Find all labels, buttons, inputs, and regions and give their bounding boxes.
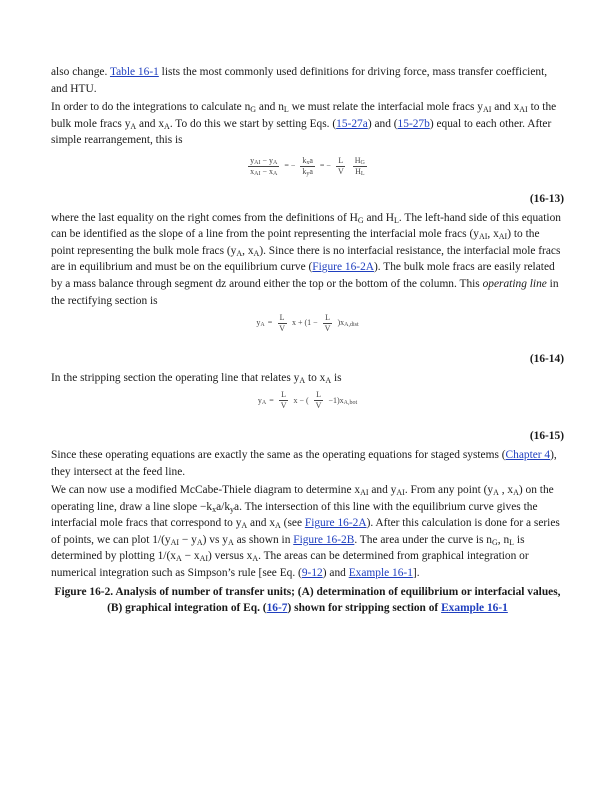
equation-16-14: $y_A$ = $\frac{L}{V}$ x + (1 − $\frac{L}{V}$ )$x_{A,dist}$ bbox=[256, 313, 359, 334]
fraction-slope: $\frac{y_{AI} - y_A}{x_{AI} - x_A}$ bbox=[250, 155, 278, 177]
text: ). Since there is no interfacial resistance, the interfacial mole fracs are in equilibrium and must be on the equilibrium curve ( bbox=[51, 244, 561, 274]
link-figure-16-2b[interactable]: Figure 16-2B bbox=[293, 533, 355, 546]
text: . The left-hand side of this equation can be identified as the slope of a line from the point representing the interfacial mole fracs (y bbox=[51, 211, 561, 241]
subscript: AI bbox=[482, 105, 492, 115]
fraction-l-over-v: $\frac{L}{V}$ bbox=[337, 155, 344, 176]
document-page bbox=[51, 64, 564, 616]
subscript: A bbox=[164, 121, 170, 131]
link-eq-16-7[interactable]: 16-7 bbox=[266, 601, 288, 614]
link-example-16-1[interactable]: Example 16-1 bbox=[441, 601, 508, 614]
text: and x bbox=[491, 101, 520, 114]
figure-caption bbox=[51, 584, 564, 616]
subscript: G bbox=[357, 215, 364, 225]
subscript: AI bbox=[498, 232, 508, 242]
equation-16-15: $y_A$ = $\frac{L}{V}$ x − ( $\frac{L}{V}$ $-1)x_{A,bot}$ bbox=[257, 390, 358, 411]
text: we must relate the interfacial mole fracs y bbox=[288, 101, 483, 114]
text: , x bbox=[242, 244, 254, 257]
text: and H bbox=[363, 211, 394, 224]
text: is bbox=[331, 371, 342, 384]
text: ). The bulk mole fracs are easily related by a mass balance through segment dz around either the top or the bottom of the column. This bbox=[51, 261, 555, 290]
text: lists the most commonly used definitions for driving force, mass transfer coefficient, and HTU. bbox=[51, 66, 548, 95]
equation-16-13 bbox=[51, 153, 564, 189]
text: , x bbox=[487, 228, 499, 241]
subscript: AI bbox=[519, 105, 528, 115]
link-table-16-1[interactable]: Table 16-1 bbox=[109, 66, 159, 78]
subscript: AI bbox=[478, 232, 488, 242]
subscript: G bbox=[250, 105, 257, 115]
text: in the rectifying section is bbox=[51, 277, 559, 307]
link-figure-16-2a[interactable]: Figure 16-2A bbox=[312, 261, 374, 274]
subscript: L bbox=[283, 105, 289, 115]
link-eq-9-12[interactable]: 9-12 bbox=[301, 567, 323, 580]
caption-text: Figure 16-2. Analysis of number of transfer units; (A) determination of equilibrium or interfacial values, (B) graphical integration of Eq. ( bbox=[54, 585, 561, 614]
text: and x bbox=[136, 117, 165, 130]
text: to the bulk mole fracs y bbox=[51, 101, 557, 130]
equation-number-16-15: (16-15) bbox=[529, 430, 564, 443]
subscript: L bbox=[394, 215, 399, 225]
subscript: A bbox=[325, 375, 332, 385]
fraction-k-ratio: $\frac{k_xa}{k_ya}$ bbox=[302, 155, 313, 177]
text: and n bbox=[256, 101, 284, 114]
paragraph-intro bbox=[51, 64, 564, 97]
equals-sign: = − bbox=[319, 161, 331, 171]
link-eq-15-27a[interactable]: 15-27a bbox=[336, 117, 368, 130]
link-eq-15-27b[interactable]: 15-27b bbox=[397, 117, 430, 130]
subscript: A bbox=[299, 375, 306, 385]
equals-sign: = − bbox=[284, 161, 296, 171]
caption-text: ) shown for stripping section of bbox=[287, 601, 442, 614]
equation-number-16-14: (16-14) bbox=[529, 353, 564, 366]
paragraph-integration bbox=[51, 99, 564, 149]
text: ) and ( bbox=[367, 117, 398, 130]
text: Since these operating equations are exactly the same as the operating equations for staged systems ( bbox=[51, 448, 506, 461]
text: where the last equality on the right comes from the definitions of H bbox=[51, 211, 358, 224]
link-figure-16-2a[interactable]: Figure 16-2A bbox=[304, 517, 367, 530]
paragraph-feed-line bbox=[51, 447, 564, 480]
text: ) equal to each other. After simple rearrangement, this is bbox=[51, 117, 552, 147]
text: In the stripping section the operating line that relates y bbox=[51, 371, 300, 384]
equation-number-16-13: (16-13) bbox=[529, 192, 564, 205]
link-chapter-4[interactable]: Chapter 4 bbox=[505, 448, 551, 461]
emphasis-operating-line: operating line bbox=[482, 277, 547, 290]
link-example-16-1[interactable]: Example 16-1 bbox=[348, 567, 413, 580]
text: . To do this we start by setting Eqs. ( bbox=[169, 117, 337, 130]
text: also change. bbox=[51, 66, 110, 78]
paragraph-mccabe-thiele: We can now use a modified McCabe-Thiele diagram to determine $x_{AI}$ and $y_{AI}$. From any point ($y_A$ , $x_A$) on the operating line, draw a line slope $-k_xa/k_ya$. The intersection of this line with the equilibrium curve gives the interfacial mole fracs that correspond to $y_A$ and $x_A$ (see Figure 16-2A). After this calculation is done for a series of points, we can plot $1/(y_{AI} - y_A)$ vs $y_A$ as shown in Figure 16-2B. The area under the curve is $n_G$, $n_L$ is determined by plotting $1/(x_A - x_{AI})$ versus $x_A$. The areas can be determined from graphical integration or numerical integration such as Simpson’s rule [see Eq. (9-12) and Example 16-1]. bbox=[51, 484, 560, 580]
subscript: A bbox=[130, 121, 137, 131]
text: ), they intersect at the feed line. bbox=[51, 448, 557, 478]
paragraph-stripping bbox=[51, 370, 564, 387]
subscript: A bbox=[236, 248, 243, 258]
fraction-htu-ratio: $\frac{H_G}{H_L}$ bbox=[354, 155, 365, 177]
text: In order to do the integrations to calculate n bbox=[51, 101, 251, 114]
text: to x bbox=[305, 371, 326, 384]
subscript: A bbox=[253, 248, 260, 258]
text: ) to the point representing the bulk mole fracs (y bbox=[51, 228, 540, 257]
paragraph-operating-line bbox=[51, 210, 564, 310]
